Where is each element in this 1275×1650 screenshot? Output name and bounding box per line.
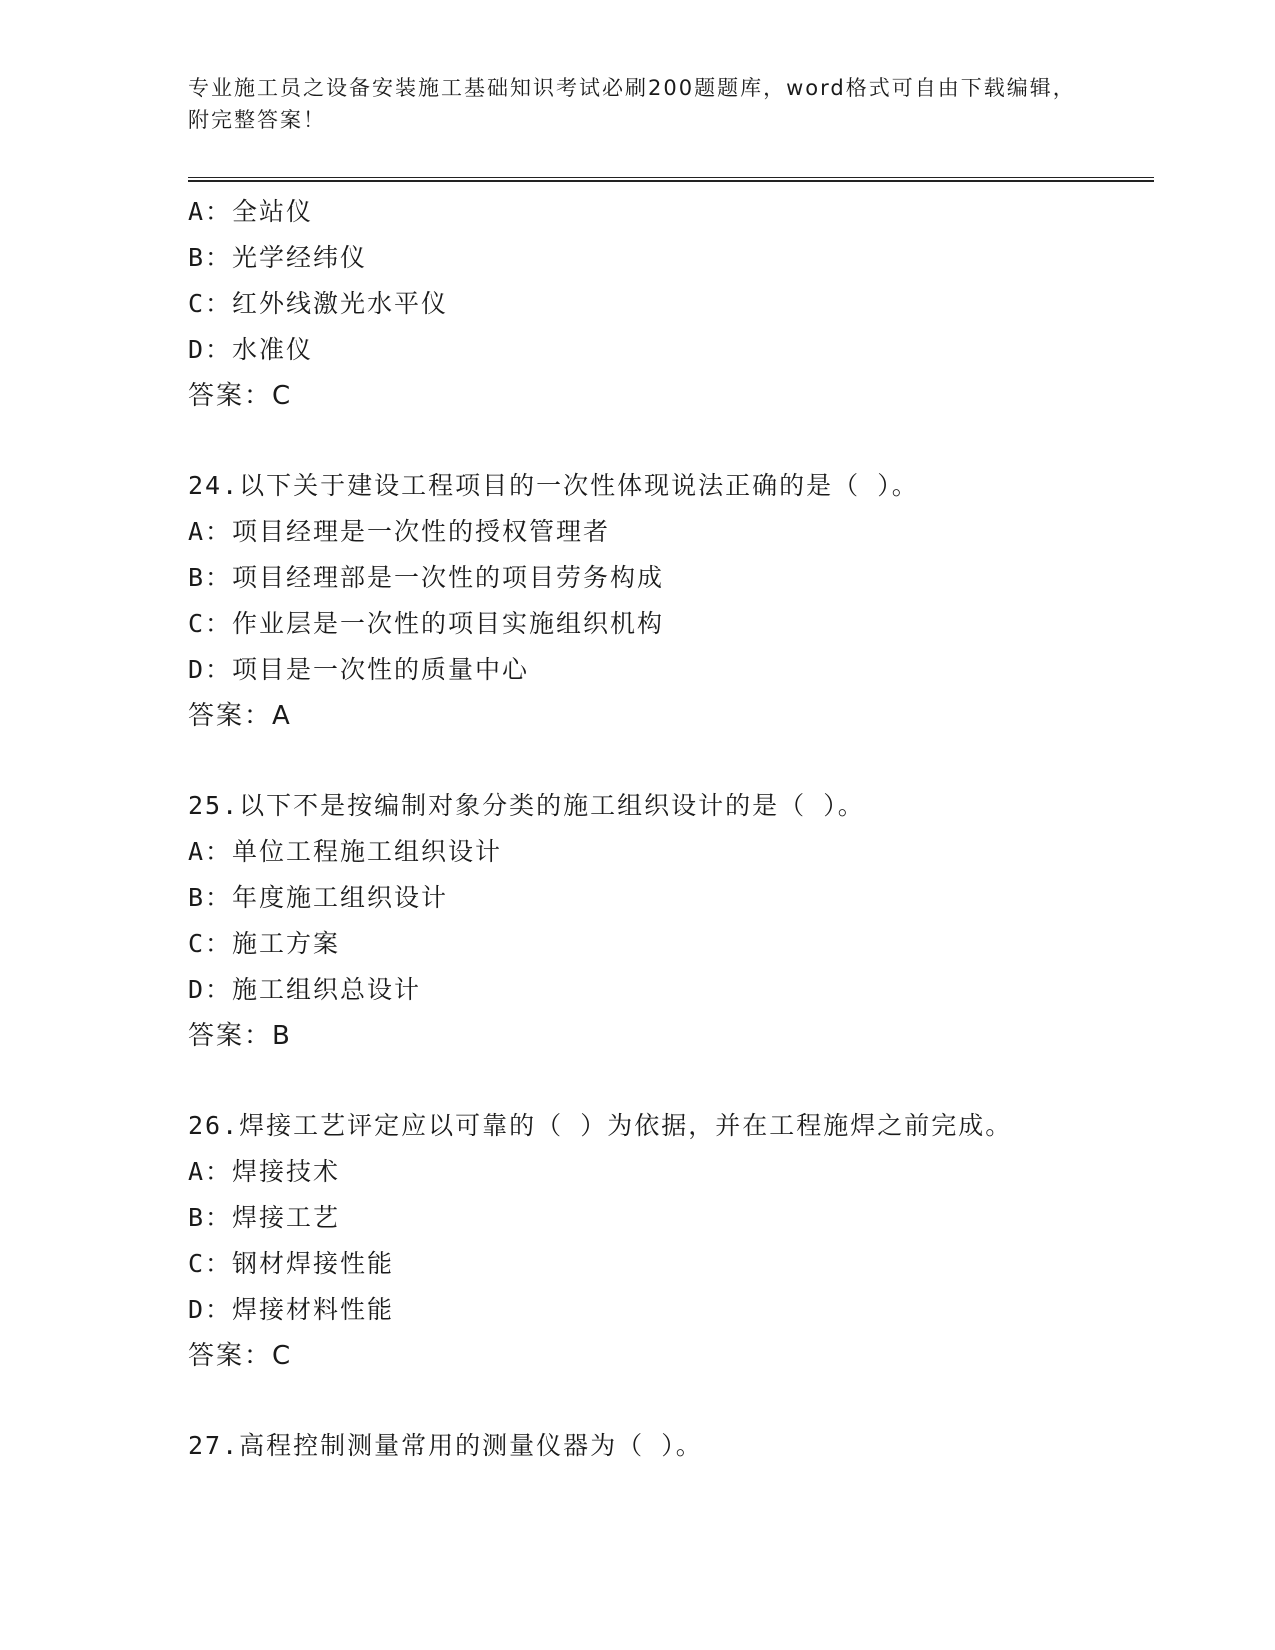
option-a: A：单位工程施工组织设计 <box>188 837 503 866</box>
option-b: B：焊接工艺 <box>188 1203 341 1232</box>
option-a: A：全站仪 <box>188 197 314 226</box>
question-block-24 <box>188 463 1154 739</box>
option-c: C：作业层是一次性的项目实施组织机构 <box>188 609 665 638</box>
option-b: B：年度施工组织设计 <box>188 883 449 912</box>
spacer <box>188 419 1154 463</box>
option-d: D：水准仪 <box>188 335 314 364</box>
option-c: C：施工方案 <box>188 929 341 958</box>
question-block-26 <box>188 1103 1154 1379</box>
option-d: D：焊接材料性能 <box>188 1295 395 1324</box>
spacer <box>188 739 1154 783</box>
header-divider <box>188 177 1154 182</box>
document-header: 专业施工员之设备安装施工基础知识考试必刷200题题库，word格式可自由下载编辑，附完整答案！ <box>188 76 1076 132</box>
option-a: A：焊接技术 <box>188 1157 341 1186</box>
answer-line: 答案：C <box>188 381 293 411</box>
answer-line: 答案：C <box>188 1341 293 1371</box>
spacer <box>188 1059 1154 1103</box>
option-b: B：光学经纬仪 <box>188 243 368 272</box>
question-stem: 25.以下不是按编制对象分类的施工组织设计的是（ ）。 <box>188 791 865 820</box>
option-a: A：项目经理是一次性的授权管理者 <box>188 517 611 546</box>
question-block-25 <box>188 783 1154 1059</box>
spacer <box>188 1379 1154 1423</box>
question-block-continued <box>188 189 1154 419</box>
question-block-27 <box>188 1423 1154 1469</box>
answer-line: 答案：A <box>188 701 292 731</box>
option-c: C：钢材焊接性能 <box>188 1249 395 1278</box>
option-b: B：项目经理部是一次性的项目劳务构成 <box>188 563 665 592</box>
question-stem: 24.以下关于建设工程项目的一次性体现说法正确的是（ ）。 <box>188 471 919 500</box>
option-d: D：施工组织总设计 <box>188 975 422 1004</box>
option-c: C：红外线激光水平仪 <box>188 289 449 318</box>
question-stem: 26.焊接工艺评定应以可靠的（ ）为依据，并在工程施焊之前完成。 <box>188 1111 1013 1140</box>
question-list <box>188 189 1154 1469</box>
option-d: D：项目是一次性的质量中心 <box>188 655 530 684</box>
question-stem: 27.高程控制测量常用的测量仪器为（ ）。 <box>188 1431 703 1460</box>
answer-line: 答案：B <box>188 1021 292 1051</box>
